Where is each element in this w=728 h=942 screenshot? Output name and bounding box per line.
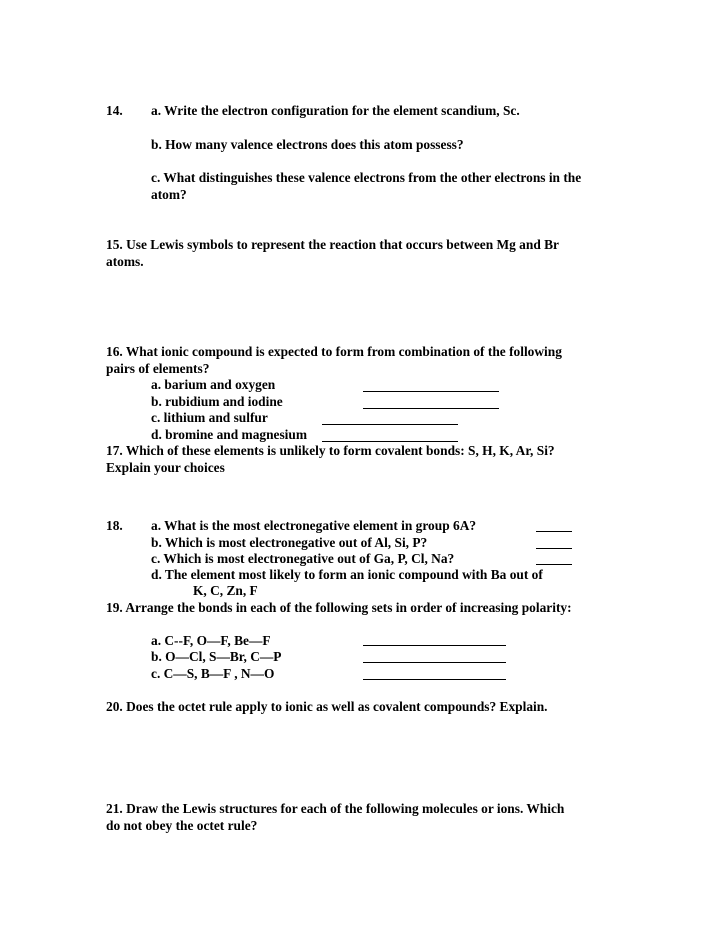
q20-line1: 20. Does the octet rule apply to ionic as well as covalent compounds? Explain. (106, 699, 548, 714)
q19-part-a: a. C--F, O—F, Be—F (151, 633, 271, 648)
q15-line2: atoms. (106, 254, 144, 269)
q14-number: 14. (106, 103, 123, 118)
q18-part-c: c. Which is most electronegative out of Ga, P, Cl, Na? (151, 551, 455, 566)
q16-answer-blank-c[interactable] (322, 424, 458, 425)
q14-part-b: b. How many valence electrons does this atom possess? (151, 137, 464, 152)
q18-part-d-line2: K, C, Zn, F (193, 583, 258, 598)
q18-answer-blank-b[interactable] (536, 548, 572, 549)
q16-part-a: a. barium and oxygen (151, 377, 276, 392)
q18-part-a: a. What is the most electronegative element in group 6A? (151, 518, 477, 533)
q16-part-d: d. bromine and magnesium (151, 427, 308, 442)
q16-part-c: c. lithium and sulfur (151, 410, 268, 425)
q16-part-b: b. rubidium and iodine (151, 394, 283, 409)
q18-part-d-line1: d. The element most likely to form an ionic compound with Ba out of (151, 567, 543, 582)
q14-part-a: a. Write the electron configuration for the element scandium, Sc. (151, 103, 520, 118)
q16-line1: 16. What ionic compound is expected to form from combination of the following (106, 344, 562, 359)
q18-part-b: b. Which is most electronegative out of Al, Si, P? (151, 535, 428, 550)
q16-line2: pairs of elements? (106, 361, 210, 376)
q17-line2: Explain your choices (106, 460, 225, 475)
q19-line1: 19. Arrange the bonds in each of the following sets in order of increasing polarity: (106, 600, 572, 615)
q19-part-c: c. C—S, B—F , N—O (151, 666, 275, 681)
q18-answer-blank-c[interactable] (536, 564, 572, 565)
q19-answer-blank-a[interactable] (363, 645, 506, 646)
q17-line1: 17. Which of these elements is unlikely to form covalent bonds: S, H, K, Ar, Si? (106, 443, 555, 458)
q21-line2: do not obey the octet rule? (106, 818, 258, 833)
q14-part-c-line1: c. What distinguishes these valence electrons from the other electrons in the (151, 170, 582, 185)
q21-line1: 21. Draw the Lewis structures for each of the following molecules or ions. Which (106, 801, 565, 816)
q14-part-c-line2: atom? (151, 187, 187, 202)
q16-answer-blank-b[interactable] (363, 408, 499, 409)
q18-answer-blank-a[interactable] (536, 531, 572, 532)
q19-answer-blank-b[interactable] (363, 662, 506, 663)
q19-answer-blank-c[interactable] (363, 679, 506, 680)
q16-answer-blank-d[interactable] (322, 441, 458, 442)
q15-line1: 15. Use Lewis symbols to represent the reaction that occurs between Mg and Br (106, 237, 559, 252)
q18-number: 18. (106, 518, 123, 533)
q16-answer-blank-a[interactable] (363, 391, 499, 392)
q19-part-b: b. O—Cl, S—Br, C—P (151, 649, 282, 664)
